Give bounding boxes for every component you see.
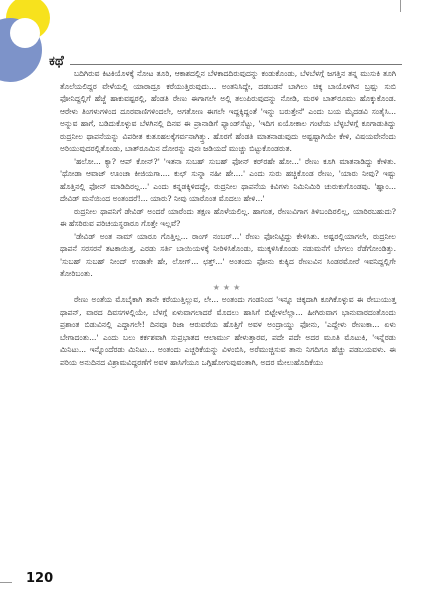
paragraph: ರೇಣು ಅಂತೆಯ ಮೊಬೈಕಾಗಿ ತಾನೇ ಕರೆಯುತ್ತಿಲ್ಲುವ, ಲೇ... ಅಂತಂದು ಗಂಡನಿಂದ 'ಇನ್ನೂ ಚಿಕ್ಕದಾಗಿ ಕೂಗಿಕೊಳ್ಳುವ ಈ ರೇಬುಯುತ್ತ ಥಾಪನ್, ವಾರದ ದಿವಸಗಳಲ್ಲಿಯೇ, ಬೆಳಗ್ಗೆ ಏಳುವಾಗಲಾದರೆ ಮೊದಲು ಹಾಸಿಗೆ ಬಿಟ್ಟೇಳಲೆಲ್ಲಾ... ಹೀಗಿರುವಾಗ ಭಾನುವಾರದಂತೊಂದು ಪ್ರಶಾಂತ ಬಿಡುವಿನಲ್ಲಿ ಎದ್ದಾಗಲೇ! ದಿನವೂ ರಿಜಾ ಆರುವರೆಯ ಹೊತ್ತಿಗೆ ಅವಳ ಅಂದ್ರಾಯ್ಡು ಫೋನು, 'ಎದ್ದೇಳು ರೇಣುಕಾ... ಏಳು ಬೇಗಾದಂತು...' ಎಂದು ಬಲು ಕರ್ಕಶವಾಗಿ ಸುಪ್ರಭಾತದ ಆಲಾರ್ಮು ಹೇಳುತ್ತಾರವ, ಪದೇ ಪದೇ ಅದರ ಮೂತಿ ಮೊಟುಕಿ, 'ಇನ್ನೆರಡು ಮಿನಿಟು... ಇನ್ನೊಂದೆರಡು ಮಿನಿಟು... ಅಂತಂದು ಎಚ್ಚರಿಕೆಯನ್ನು ವಿಳಂಬಿಸಿ, ಅರೆಮುಚ್ಚಿಸುವ ತಾನು ನಿಗದಿಗೂ ಹೆಚ್ಚು ಪಡಬಯವಳು. ಈ ಪರಿಯ ಅನುದಿನದ ವಿಶ್ರಾಮವಿದ್ದರಣೆಗೆ ಅವಳ ಹಾಸಿಗೆಯೂ ಒಗ್ಗಿಹೋಗುವುವಂತಾಗಿ, ಅದರ ಮೇಲುಹೊದಿಕೆಯು xyxy=(60,295,396,367)
header-rule xyxy=(70,64,402,65)
crop-mark-bottom xyxy=(0,582,12,583)
section-break-ornament: ★★★ xyxy=(212,282,244,292)
white-corner-circle xyxy=(10,18,40,48)
paragraph: ರುದ್ರನೀಲ ಥಾಪನಿಗೆ ಡೇವಿಡ್ ಅಂದರೆ ಯಾರೆಂದು ತಕ್ಷಣ ಹೊಳೆಯಲಿಲ್ಲ. ಹಾಗಂತ, ರೇಣುವಿಗಾಗ ತಿಳಿಬಂದಿರಲಿಲ್ಲ, ಯಾರಿರಬಹುದು? ಈ ಹೆಸರಿರುವ ಪರಿಚಯಸ್ಥರಾರೂ ಗೊತ್ತೇ ಇಲ್ಲವೆ? xyxy=(60,206,396,228)
paragraph: 'ಡೇವಿಡ್ ಅಂತ ನಾಮ್ ಯಾರೂ ಗೊತ್ತಿಲ್ಲ... ರಾಂಗ್ ನಂಬರ್...' ರೇಣು ಫೋನಿಟ್ಟಿದ್ದು ಕೇಳಿಸಿತು. ಅಷ್ಟರಲ್ಲಿಯಾಗಲೇ, ರುದ್ರನೀಲ ಥಾಪನೆ ಸರಸರನೆ ತಟಕಾಯಿತ್ತ, ಎರಡು ಸರ್ತಿ ಬಾಯಿಯಳಕ್ಕೆ ನೀರಿಳಿಸಿಕೊಂಡು, ಮುಕ್ಕಳಿಸಿಕೊಂಡು ನಡುಮನೆಗೆ ಬೇಗಲು ರೆಡೆಗೋಂಡಿತ್ತು. 'ಸುಬಹ್ ಸುಬಹ್ ನೀಂದ್ ಉಡಾತೇ ಹೇ, ಲೋಗ್... ಛತ್ತ್...' ಅಂತಂದು ಫೋನು ಕುಕ್ಕಿದ ರೇಣುವಿನ ಸಿಂಡರಮೋರೆ ಇವನಿದ್ದಲ್ಲಿಗೇ ತೋರಿಬಂತು. xyxy=(60,231,396,278)
article-body xyxy=(60,68,396,369)
page-number: 120 xyxy=(26,571,54,586)
crop-mark-top xyxy=(400,0,401,12)
paragraph: ಬದಿಗಿರುವ ಕಿಟಕಿಯೊಳಕ್ಕೆ ನೋಟ ತೂರಿ, ಆಕಾಶದಲ್ಲಿನ ಬೆಳಕಾದದಿರುವುದನ್ನು ಕಂಡುಕೊಂಡು, ಬೆಳಬೆಳಗ್ಗೆ ಜಗತ್ತಿನ ತನ್ನ ಮುಸುಕಿ ತೂಗಿ ತೊಲೆಯಲಿದ್ದರ ವೇಳೆಯಲ್ಲಿ ಯಾರಾದ್ರೂ ಕರೆಯುತ್ತಿರುವುದು... ಅಂತನಿಸಿದ್ದೇ, ದಡಬಡನೆ ಬಾಗಿಲು ಚಿಕ್ಕ ಬಾಯೊಳಗಿನ ಬ್ರಷ್ಷು ಸುಬಿ ಫೋನಿದ್ದಲ್ಲಿಗೆ ಹೆಜ್ಜೆ ಹಾಕುವಷ್ಟರಲ್ಲಿ, ಹೆಂಡತಿ ರೇಣು ಈಗಾಗಲೇ ಅಲ್ಲಿ ತಲುಪಿರುವುದನ್ನು ನೋಡಿ, ಮರಳಿ ಬಾತ್‌ರೂಮು ಹೊಕ್ಕುಕೊಂಡ. ಆರೇಳು ತಿಂಗಳುಗಳಿಂದ ದೂರವಾಣಿಗಳಿಂದಲೇ, ಅಗತೋಣ ಈಗಲೇ ಇದ್ದಕ್ಕಿದ್ದಂತೆ 'ಇನ್ನು ಬರುತ್ತೇನೆ' ಎಂದು ಬಯ ಮೈದಡವಿ ಸಂತೈಸಿ... ಅನ್ನುವ ಹಾಗೆ, ಬಡಿದುಕೊಳ್ಳುವ ಬೆಳಗಿನಲ್ಲಿ ದಿನವ ಈ ಪ್ರಾನಾಡಿಗೆ ಫ್ಯಾಂಡ್‌ಸೆಟ್ಟು, 'ಇದಿಗ ಏಯೋಕಾಲ ಗಂಟೆಯ ಬೆಳ್ಳಬೆಳಗ್ಗೆ ಕೂಗಾಡುತಿದ್ದು ರುದ್ರನೀಲ ಥಾಪನೆಯನ್ನು ವಿಪರೀತ ಕುತೂಹಲಕ್ಕೆಗರ್ವನಾಗಿತ್ತ್ತು. ಹೊರಗೆ ಹೆಂಡತಿ ಮಾತನಾಡುವುದು ಅಷ್ಟಷ್ಟಾಗಿಯೇ ಕೇಳಿ, ವಿಷಯವೇನೆಂದು ಅರಿಯುವುದರಲ್ಲಿತೊಂಡು, ಬಾತ್‌ರೂಮಿನ ದೋರನ್ನು ಪುನಃ ಜಡಿಯದೆ ಮುಚ್ಚು ಬಿಟ್ಟುಕೊಂಡರುತ. xyxy=(60,69,396,153)
section-label: ಕಥೆ xyxy=(49,54,64,69)
paragraph: 'ಹಲೋ... ಕ್ಯಾ? ಆಪ್ ಕೋನ್?' 'ಇತನಾ ಸುಬಹ್ ಸುಬಹ್ ಫೋನ್ ಕರ್‌ರಹೇ ಹೋ...' ರೇಣು ಕೂಗಿ ಮಾತನಾಡಿದ್ದು ಕೇಳಿತು. 'ಥೋಡಾ ಆವಾಜ್ ಊಂಚಾ ಕೀಜಿಯಗಾ.... ಕುಛ್ ಸುನ್ನಾ ನಹೀ ಹೇ....' ಎಂದು ಸುರು ಹಚ್ಚಿಕೊಂಡ ರೇಣು, 'ಯಾರು ನೀವು? ಇಷ್ಟು ಹೊತ್ತಿನಲ್ಲಿ ಫೋನ್ ಮಾಡಿದಿರಲ್ಲ...' ಎಂದು ಕನ್ನಡಕ್ಕಿಳಿದದ್ದೇ, ರುದ್ರನೀಲ ಥಾಪನೆಯ ಕಿವಿಗಳು ನಿಮಿನಿಮಿರಿ ಚುರುಕುಗೊಂಡವು. 'ಹ್ಞಾಂ... ದೇವಿಡ್ ಮನೆಯಿಂದ ಅಂತಂದರೆ!... ಯಾರು? ನೀವು ಯಾರೊಂತ ಮೊದಲು ಹೇಳಿ...' xyxy=(60,156,396,203)
